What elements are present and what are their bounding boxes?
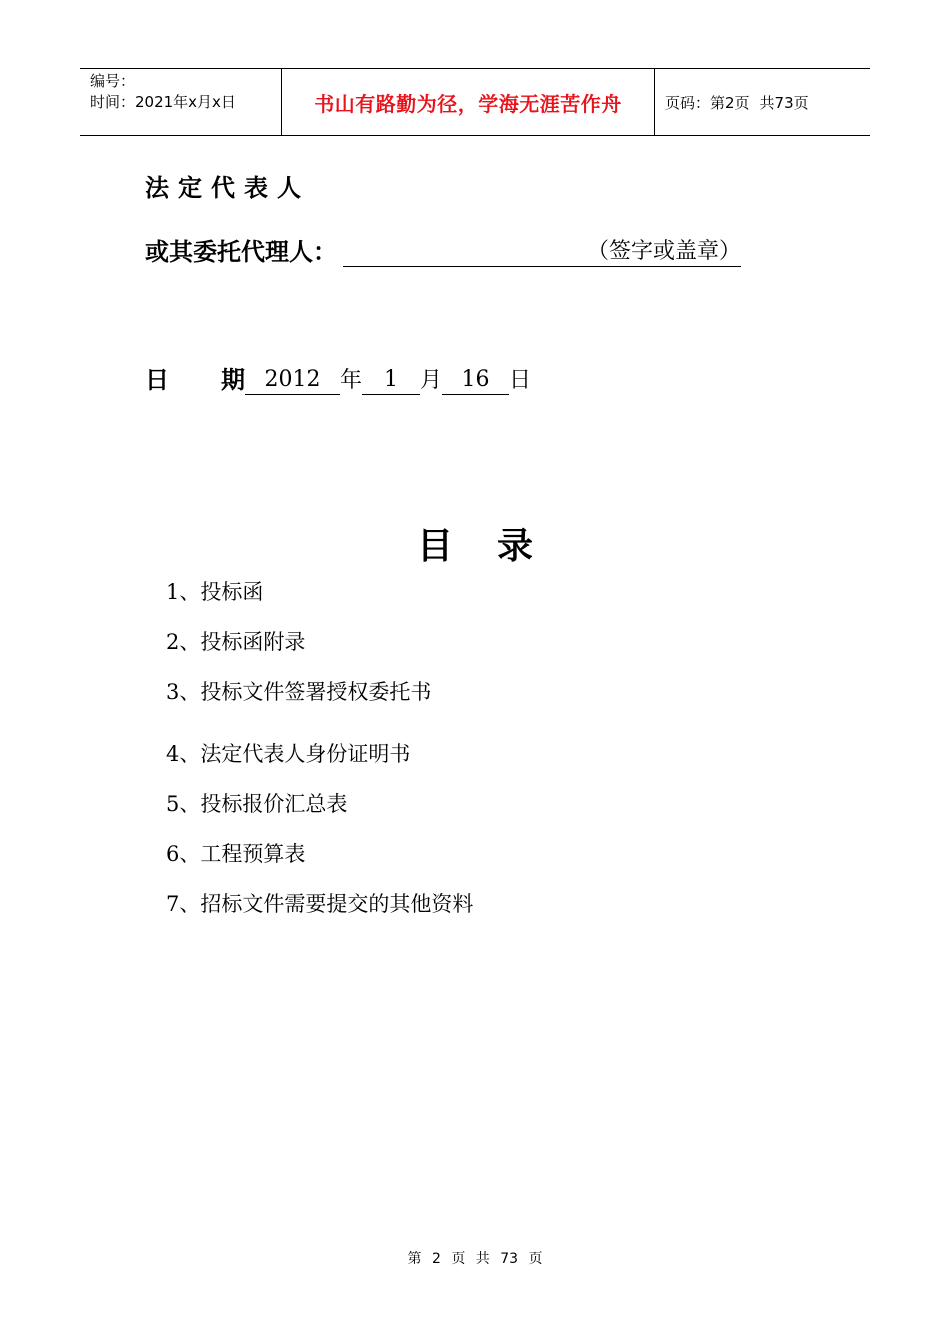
header-page-cell (655, 69, 870, 135)
toc-item: 6、工程预算表 (166, 842, 306, 866)
date-line (145, 360, 531, 395)
date-month: 1 (362, 366, 420, 395)
date-label-second: 期 (221, 366, 245, 394)
date-day-unit: 日 (509, 368, 532, 393)
footer-page-number: 2 (431, 1251, 441, 1267)
header-total-label: 共73页 (759, 93, 809, 112)
signature-note: （签字或盖章） (586, 239, 741, 264)
date-day: 16 (442, 366, 509, 395)
document-time-label: 时间：2021年x月x日 (90, 93, 236, 111)
agent-signature-blank (343, 236, 741, 267)
header-info-cell (80, 69, 282, 135)
date-year-unit: 年 (340, 368, 363, 393)
document-number-label: 编号： (90, 72, 136, 90)
footer-page-unit: 页 (451, 1251, 466, 1267)
date-label (145, 360, 245, 395)
toc-item: 3、投标文件签署授权委托书 (166, 680, 432, 704)
page-footer (0, 1248, 950, 1268)
footer-prefix: 第 (407, 1251, 422, 1267)
toc-title: 目录 (416, 526, 577, 567)
header-page-label: 页码：第2页 (665, 93, 750, 112)
toc-item: 2、投标函附录 (166, 630, 306, 654)
footer-total-unit: 页 (528, 1251, 543, 1267)
date-month-unit: 月 (420, 368, 443, 393)
date-year: 2012 (245, 366, 340, 395)
footer-total-number: 73 (500, 1251, 519, 1267)
date-label-first: 日 (145, 366, 169, 394)
toc-item: 5、投标报价汇总表 (166, 792, 348, 816)
header-motto-cell (282, 69, 655, 135)
legal-representative-label: 法定代表人 (145, 174, 310, 202)
toc-item: 7、招标文件需要提交的其他资料 (166, 892, 474, 916)
footer-total-prefix: 共 (475, 1251, 490, 1267)
agent-signature-line (145, 232, 741, 267)
toc-item: 1、投标函 (166, 580, 264, 604)
agent-label: 或其委托代理人： (145, 238, 337, 266)
page-header (80, 68, 870, 136)
header-motto: 书山有路勤为径，学海无涯苦作舟 (314, 91, 622, 116)
toc-item: 4、法定代表人身份证明书 (166, 742, 411, 766)
